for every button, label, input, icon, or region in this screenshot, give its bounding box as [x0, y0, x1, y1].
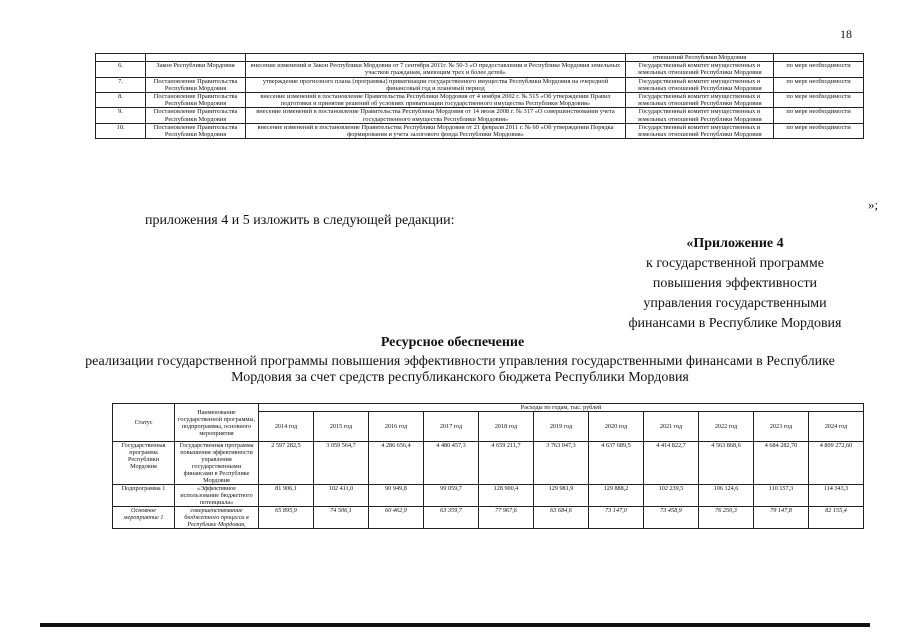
table-row — [96, 93, 864, 108]
header-name: Наименование государственной программы, подпрограммы, основного мероприятия — [175, 404, 259, 442]
deadline: по мере необходимости — [774, 62, 864, 77]
row-status: Подпрограмма 1 — [113, 485, 175, 507]
year-header: 2021 год — [644, 412, 699, 442]
table-row — [113, 485, 864, 507]
row-number: 10. — [96, 123, 146, 138]
year-header: 2015 год — [314, 412, 369, 442]
table-row — [113, 442, 864, 485]
value-cell: 3 763 047,3 — [534, 442, 589, 485]
value-cell: 4 637 689,5 — [589, 442, 644, 485]
doc-type: Закон Республики Мордовия — [146, 62, 246, 77]
section-title: Ресурсное обеспечение — [380, 335, 525, 350]
row-number: 6. — [96, 62, 146, 77]
page-number: 18 — [840, 27, 852, 41]
legislation-table — [95, 53, 864, 139]
value-cell: 2 597 282,5 — [259, 442, 314, 485]
row-status: Государственная программа Республики Мордовия — [113, 442, 175, 485]
year-header: 2024 год — [809, 412, 864, 442]
responsible-org: Государственный комитет имущественных и земельных отношений Республики Мордовия — [626, 108, 774, 123]
value-cell: 129 888,2 — [589, 485, 644, 507]
value-cell: 4 659 211,7 — [479, 442, 534, 485]
value-cell: 82 155,4 — [809, 507, 864, 529]
header-expenses: Расходы по годам, тыс. рублей — [259, 404, 864, 412]
header-status: Статус — [113, 404, 175, 442]
appendix-line: финансами в Республике Мордовия — [628, 316, 842, 331]
doc-description: утверждение прогнозного плана (программы) приватизации государственного имущества Республики Мордовия на очередной финансовый год и плановый период — [246, 77, 626, 92]
table-row — [96, 108, 864, 123]
row-name: Государственная программа повышения эффективности управления государственными финансами в Республике Мордовия — [175, 442, 259, 485]
deadline: по мере необходимости — [774, 123, 864, 138]
appendix-header — [600, 234, 870, 334]
value-cell: 65 895,9 — [259, 507, 314, 529]
responsible-org: Государственный комитет имущественных и земельных отношений Республики Мордовия — [626, 123, 774, 138]
year-header: 2019 год — [534, 412, 589, 442]
header-row — [113, 404, 864, 412]
table-cell: отношений Республики Мордовия — [626, 54, 774, 62]
appendix-line: к государственной программе — [646, 256, 824, 271]
value-cell: 4 286 656,4 — [369, 442, 424, 485]
year-header: 2020 год — [589, 412, 644, 442]
intro-line: приложения 4 и 5 изложить в следующей редакции: — [145, 213, 455, 228]
doc-description: внесение изменений в Закон Республики Мордовия от 7 сентября 2011г. № 50-З «О предоставлении в Республике Мордовия земельных участков гражданам, имеющим трех и более детей» — [246, 62, 626, 77]
value-cell: 114 343,3 — [809, 485, 864, 507]
value-cell: 4 684 282,70 — [754, 442, 809, 485]
value-cell: 102 239,5 — [644, 485, 699, 507]
value-cell: 60 462,9 — [369, 507, 424, 529]
appendix-line: управления государственными — [643, 296, 827, 311]
doc-type: Постановление Правительства Республики Мордовия — [146, 77, 246, 92]
responsible-org: Государственный комитет имущественных и земельных отношений Республики Мордовия — [626, 62, 774, 77]
year-header: 2014 год — [259, 412, 314, 442]
row-number: 7. — [96, 77, 146, 92]
responsible-org: Государственный комитет имущественных и земельных отношений Республики Мордовия — [626, 77, 774, 92]
doc-description: внесение изменений в постановление Правительства Республики Мордовия от 14 июля 2008 г. № 317 «О совершенствовании учета государственного имущества Республики Мордовия» — [246, 108, 626, 123]
value-cell: 4 563 868,6 — [699, 442, 754, 485]
value-cell: 128 900,4 — [479, 485, 534, 507]
doc-description: внесение изменений в постановление Правительства Республики Мордовия от 21 февраля 2011 г. № 60 «Об утверждении Порядка формирования и учета залогового фонда Республики Мордовия» — [246, 123, 626, 138]
year-header: 2016 год — [369, 412, 424, 442]
table-row — [96, 54, 864, 62]
value-cell: 74 506,1 — [314, 507, 369, 529]
value-cell: 3 059 564,7 — [314, 442, 369, 485]
row-status: Основное мероприятие 1 — [113, 507, 175, 529]
appendix-title: «Приложение 4 — [686, 236, 784, 251]
bottom-border-line — [40, 623, 870, 627]
closing-quote: »; — [868, 197, 879, 212]
year-header: 2022 год — [699, 412, 754, 442]
value-cell: 4 809 272,60 — [809, 442, 864, 485]
deadline: по мере необходимости — [774, 93, 864, 108]
table-row — [96, 123, 864, 138]
deadline: по мере необходимости — [774, 77, 864, 92]
doc-type: Постановление Правительства Республики Мордовия — [146, 123, 246, 138]
value-cell: 90 949,8 — [369, 485, 424, 507]
value-cell: 73 147,0 — [589, 507, 644, 529]
doc-type: Постановление Правительства Республики Мордовия — [146, 108, 246, 123]
value-cell: 99 059,7 — [424, 485, 479, 507]
table-row — [96, 62, 864, 77]
value-cell: 63 359,7 — [424, 507, 479, 529]
row-name: совершенствование бюджетного процесса в Республике Мордовия, — [175, 507, 259, 529]
value-cell: 106 124,6 — [699, 485, 754, 507]
responsible-org: Государственный комитет имущественных и земельных отношений Республики Мордовия — [626, 93, 774, 108]
value-cell: 81 906,1 — [259, 485, 314, 507]
value-cell: 77 967,6 — [479, 507, 534, 529]
year-header: 2023 год — [754, 412, 809, 442]
section-subtitle: реализации государственной программы повышения эффективности управления государственными финансами в Республике Мордовия за счет средств республиканского бюджета Республики Мордовия — [85, 354, 835, 385]
table-row — [113, 507, 864, 529]
appendix-line: повышения эффективности — [652, 276, 818, 291]
resource-table — [112, 403, 864, 529]
value-cell: 4 480 457,3 — [424, 442, 479, 485]
row-name: «Эффективное использование бюджетного потенциала» — [175, 485, 259, 507]
table-row — [96, 77, 864, 92]
row-number: 8. — [96, 93, 146, 108]
value-cell: 102 411,0 — [314, 485, 369, 507]
doc-description: внесение изменений в постановление Правительства Республики Мордовия от 4 ноября 2002 г. № 515 «Об утверждении Правил подготовки и принятия решений об условиях приватизации государственного имущества Республики Мордовия» — [246, 93, 626, 108]
row-number: 9. — [96, 108, 146, 123]
doc-type: Постановление Правительства Республики Мордовия — [146, 93, 246, 108]
year-header: 2017 год — [424, 412, 479, 442]
deadline: по мере необходимости — [774, 108, 864, 123]
year-header: 2018 год — [479, 412, 534, 442]
value-cell: 76 250,3 — [699, 507, 754, 529]
value-cell: 110 157,3 — [754, 485, 809, 507]
value-cell: 73 458,9 — [644, 507, 699, 529]
value-cell: 79 147,8 — [754, 507, 809, 529]
value-cell: 63 684,6 — [534, 507, 589, 529]
value-cell: 129 981,9 — [534, 485, 589, 507]
value-cell: 4 414 822,7 — [644, 442, 699, 485]
